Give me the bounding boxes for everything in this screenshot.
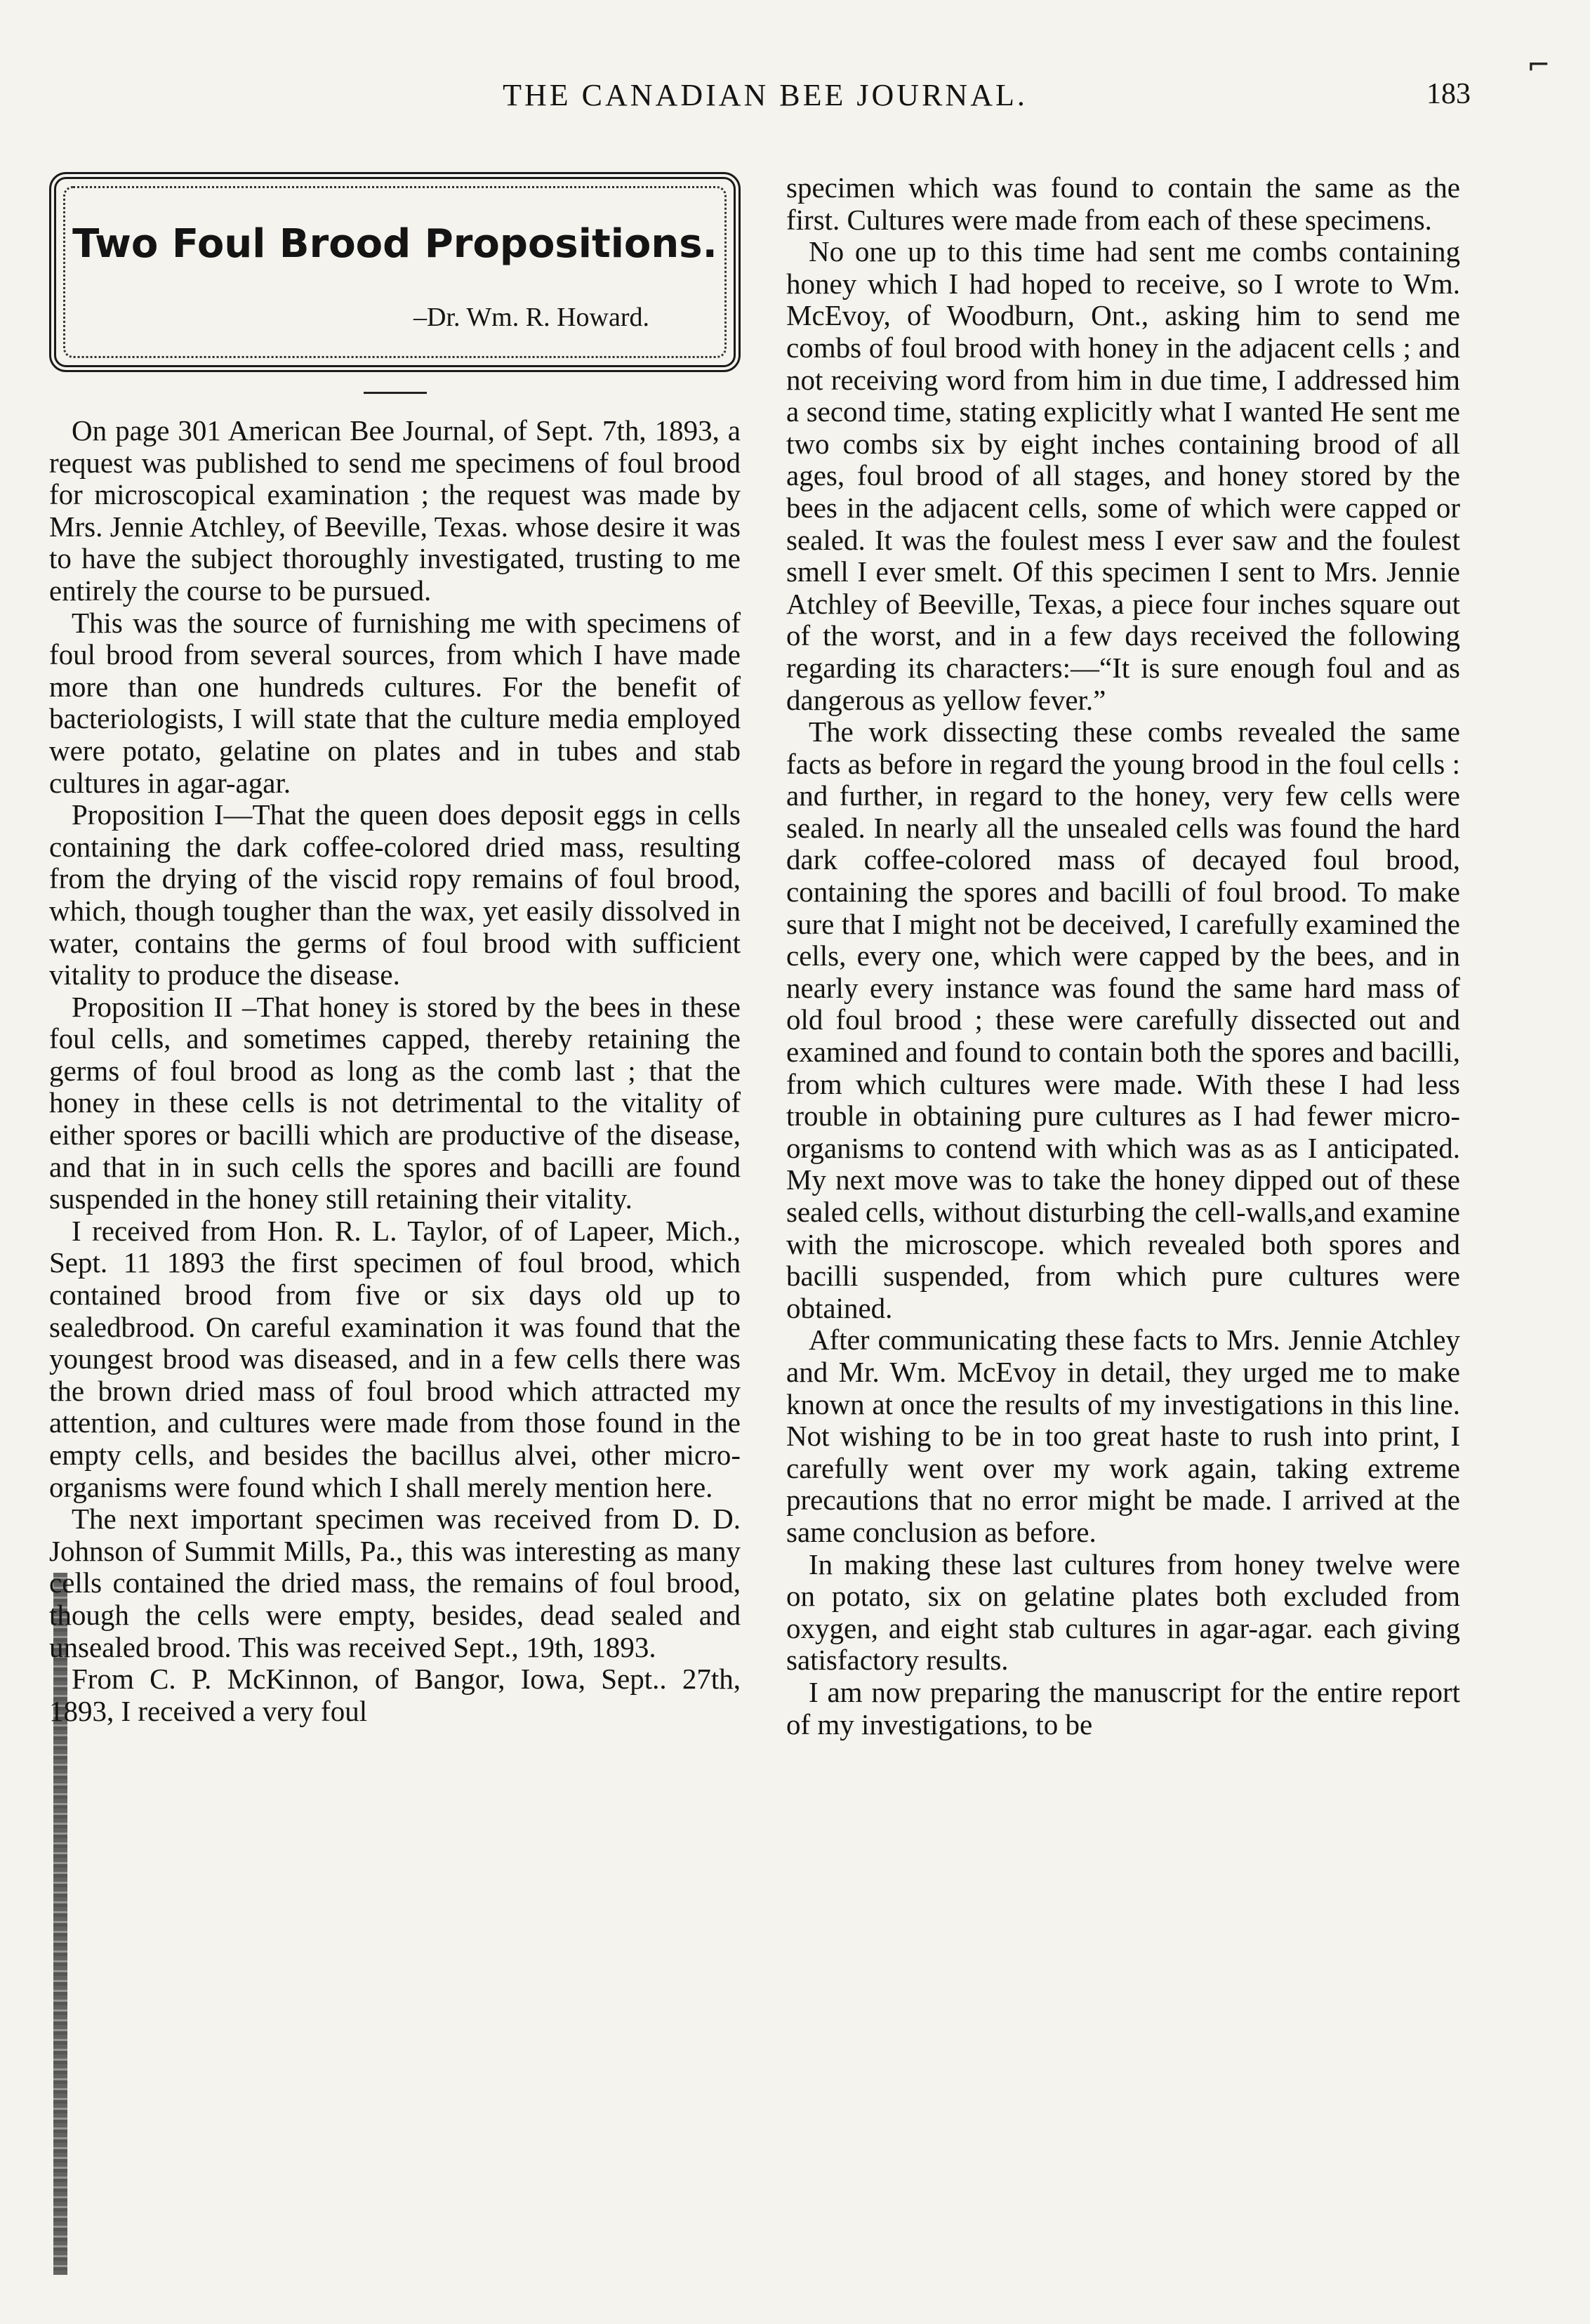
- paragraph: The work dissecting these combs revealed the same facts as before in regard the young brood in the foul cells : and further, in regard to the honey, very few cells were sealed. In nearly all the unsealed cells was found the hard dark coffee-colored mass of decayed foul brood, containing the spores and bacilli of foul brood. To make sure that I might not be deceived, I carefully examined the cells, every one, which were capped by the bees, and in nearly every instance was found the same hard mass of old foul brood ; these were carefully dissected out and examined and found to contain both the spores and bacilli, from which cultures were made. With these I had less trouble in obtaining pure cultures as I had fewer micro-organisms to contend with which was as as I anticipated. My next move was to take the honey dipped out of these sealed cells, without disturbing the cell-walls,and examine with the microscope. which revealed both spores and bacilli suspended, from which pure cultures were obtained.: [786, 715, 1460, 1324]
- running-head: THE CANADIAN BEE JOURNAL.: [503, 78, 1028, 112]
- article-author: –Dr. Wm. R. Howard.: [413, 303, 649, 332]
- paragraph: No one up to this time had sent me combs containing honey which I had hoped to receive, so I wrote to Wm. McEvoy, of Woodburn, Ont., asking him to send me combs of foul brood with honey in the adjacent cells ; and not receiving word from him in due time, I addressed him a second time, stating explicitly what I wanted He sent me two combs six by eight inches containing brood of all ages, foul brood of all stages, and honey stored by the bees in the adjacent cells, some of which were capped or sealed. It was the foulest mess I ever saw and the foulest smell I ever smelt. Of this specimen I sent to Mrs. Jennie Atchley of Beeville, Texas, a piece four inches square out of the worst, and in a few days received the following regarding its characters:—“It is sure enough foul and as dangerous as yellow fever.”: [786, 235, 1460, 716]
- paragraph: In making these last cultures from honey twelve were on potato, six on gelatine plates both excluded from oxygen, and eight stab cultures in agar-agar. each giving satisfactory results.: [786, 1547, 1460, 1677]
- paragraph: The next important specimen was received from D. D. Johnson of Summit Mills, Pa., this was interesting as many cells contained the dried mass, the remains of foul brood, though the cells were empty, besides, dead sealed and unsealed brood. This was received Sept., 19th, 1893.: [49, 1503, 741, 1663]
- page-number: 183: [1426, 78, 1471, 110]
- title-ornament-box: [49, 172, 741, 372]
- margin-mark-icon: ⌐: [1527, 49, 1551, 81]
- paragraph: Proposition I—That the queen does deposit eggs in cells containing the dark coffee-colored dried mass, resulting from the drying of the viscid ropy remains of foul brood, which, though tougher than the wax, yet easily dissolved in water, contains the germs of foul brood with sufficient vitality to produce the disease.: [49, 798, 741, 991]
- article-title: Two Foul Brood Propositions.: [72, 221, 717, 267]
- left-column: [49, 172, 741, 1727]
- paragraph: I received from Hon. R. L. Taylor, of of Lapeer, Mich., Sept. 11 1893 the first specimen of foul brood, which contained brood from five or six days old up to sealedbrood. On careful examination it was found that the youngest brood was diseased, and in a few cells there was the brown dried mass of foul brood which attracted my attention, and cultures were made from those found in the empty cells, and besides the bacillus alvei, other micro-organisms were found which I shall merely mention here.: [49, 1214, 741, 1503]
- paragraph: This was the source of furnishing me with specimens of foul brood from several sources, from which I have made more than one hundreds cultures. For the benefit of bacteriologists, I will state that the culture media employed were potato, gelatine on plates and in tubes and stab cultures in agar-agar.: [49, 606, 741, 799]
- title-rule: [364, 392, 427, 394]
- right-column: [786, 172, 1460, 1741]
- paragraph: On page 301 American Bee Journal, of Sept. 7th, 1893, a request was published to send me specimens of foul brood for microscopical examination ; the request was made by Mrs. Jennie Atchley, of Beeville, Texas. whose desire it was to have the subject thoroughly investigated, trusting to me entirely the course to be pursued.: [49, 414, 741, 607]
- paragraph: Proposition II –That honey is stored by the bees in these foul cells, and sometimes capped, thereby retaining the germs of foul brood as long as the comb last ; that the honey in these cells is not detrimental to the vitality of either spores or bacilli which are productive of the disease, and that in in such cells the spores and bacilli are found suspended in the honey still retaining their vitality.: [49, 990, 741, 1215]
- paragraph: I am now preparing the manuscript for the entire report of my investigations, to be: [786, 1675, 1460, 1741]
- paragraph: From C. P. McKinnon, of Bangor, Iowa, Sept.. 27th, 1893, I received a very foul: [49, 1663, 741, 1727]
- paragraph: specimen which was found to contain the same as the first. Cultures were made from each of these specimens.: [786, 171, 1460, 236]
- paragraph: After communicating these facts to Mrs. Jennie Atchley and Mr. Wm. McEvoy in detail, they urged me to make known at once the results of my investigations in this line. Not wishing to be in too great haste to rush into print, I carefully went over my work again, taking extreme precautions that no error might be made. I arrived at the same conclusion as before.: [786, 1323, 1460, 1548]
